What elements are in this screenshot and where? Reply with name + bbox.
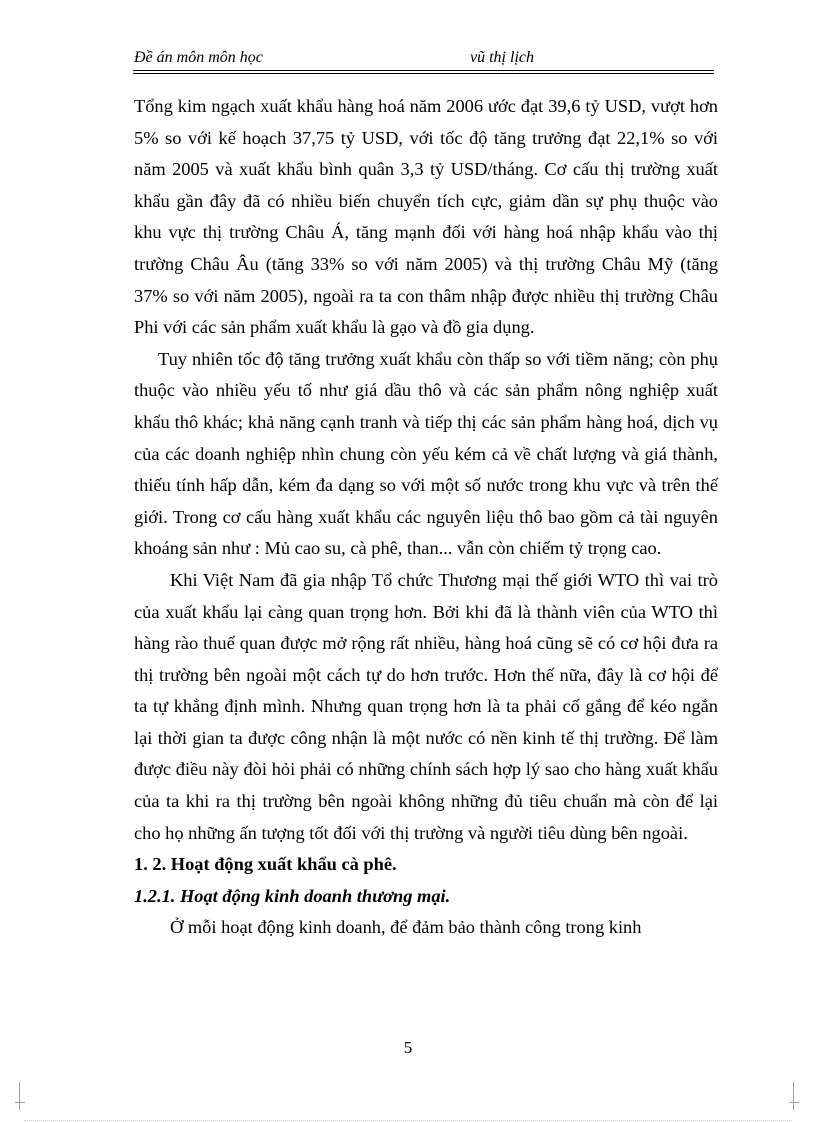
crop-mark-left <box>15 1082 25 1110</box>
page-number: 5 <box>403 1038 413 1057</box>
paragraph-wto-accession: Khi Việt Nam đã gia nhập Tổ chức Thương mại thế giới WTO thì vai trò của xuất khẩu lại càng quan trọng hơn. Bởi khi đã là thành viên của WTO thì hàng rào thuế quan được mở rộng rất nhiều, hàng hoá cũng sẽ có cơ hội đưa ra thị trường bên ngoài một cách tự do hơn trước. Hơn thế nữa, đây là cơ hội để ta tự khẳng định mình. Nhưng quan trọng hơn là ta phải cố gắng để kéo ngắn lại thời gian ta được công nhận là một nước có nền kinh tế thị trường. Để làm được điều này đòi hỏi phải có những chính sách hợp lý sao cho hàng xuất khẩu của ta khi ra thị trường bên ngoài không những đủ tiêu chuẩn mà còn để lại cho họ những ấn tượng tốt đối với thị trường và người tiêu dùng bên ngoài. <box>134 569 718 843</box>
subsection-heading: 1.2.1. Hoạt động kinh doanh thương mại. <box>134 885 451 906</box>
section-heading: 1. 2. Hoạt động xuất khẩu cà phê. <box>134 854 397 875</box>
header-rule-thin <box>133 73 714 74</box>
document-body <box>134 91 718 944</box>
paragraph-export-turnover: Tổng kim ngạch xuất khẩu hàng hoá năm 2006 ước đạt 39,6 tỷ USD, vượt hơn 5% so với kế hoạch 37,75 tỷ USD, với tốc độ tăng trưởng đạt 22,1% so với năm 2005 và xuất khẩu bình quân 3,3 tỷ USD/tháng. Cơ cấu thị trường xuất khẩu gần đây đã có nhiều biến chuyển tích cực, giảm dần sự phụ thuộc vào khu vực thị trường Châu Á, tăng mạnh đối với hàng hoá nhập khẩu vào thị trường Châu Âu (tăng 33% so với năm 2005) và thị trường Châu Mỹ (tăng 37% so với năm 2005), ngoài ra ta con thâm nhập được nhiều thị trường Châu Phi với các sản phẩm xuất khẩu là gạo và đồ gia dụng. <box>134 96 718 338</box>
paragraph-business-activity: Ở mỗi hoạt động kinh doanh, để đảm bảo thành công trong kinh <box>170 917 642 938</box>
header-rule-thick <box>133 70 714 71</box>
header-document-title: Đề án môn môn học <box>134 49 263 66</box>
page-header <box>134 49 714 69</box>
crop-mark-right <box>789 1082 799 1110</box>
header-author: vũ thị lịch <box>470 49 534 66</box>
page-bottom-border <box>24 1120 792 1121</box>
paragraph-export-limitations: Tuy nhiên tốc độ tăng trưởng xuất khẩu còn thấp so với tiềm năng; còn phụ thuộc vào nhiều yếu tố như giá dầu thô và các sản phẩm nông nghiệp xuất khẩu thô khác; khả năng cạnh tranh và tiếp thị các sản phẩm hàng hoá, dịch vụ của các doanh nghiệp nhìn chung còn yếu kém cả về chất lượng và giá thành, thiếu tính hấp dẫn, kém đa dạng so với một số nước trong khu vực và trên thế giới. Trong cơ cấu hàng xuất khẩu các nguyên liệu thô bao gồm cả tài nguyên khoáng sản như : Mủ cao su, cà phê, than... vẫn còn chiếm tỷ trọng cao. <box>134 348 718 559</box>
